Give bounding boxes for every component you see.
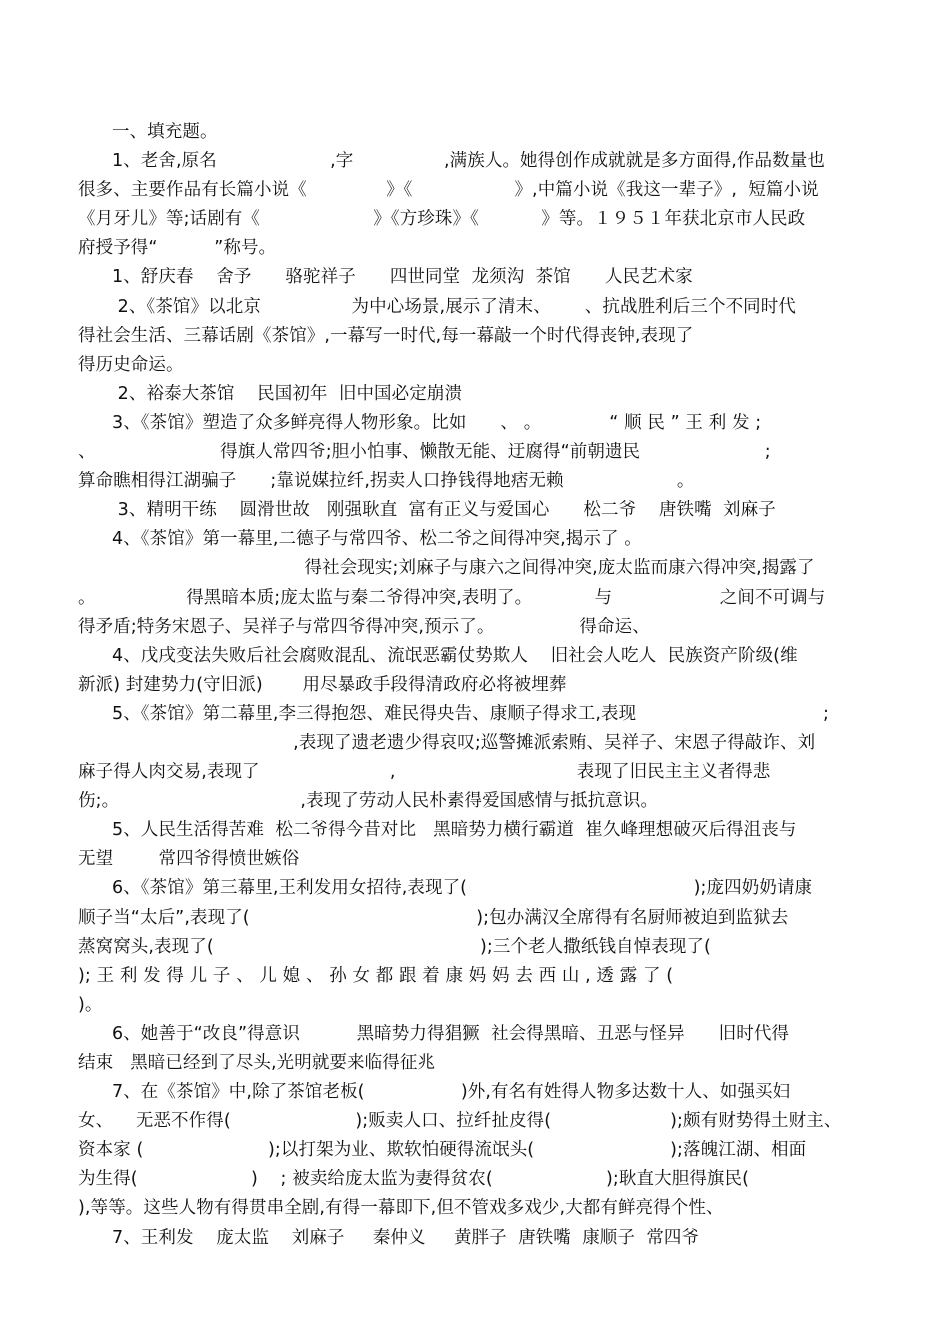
answer-2: 2、裕泰大茶馆 民国初年 旧中国必定崩溃 <box>78 383 463 404</box>
question-1: 府授予得“ ”称号。 <box>78 238 277 259</box>
question-6: 顺子当“太后”,表现了( );包办满汉全席得有名厨师被迫到监狱去 <box>78 907 789 928</box>
question-7: 女、 无恶不作得( );贩卖人口、拉纤扯皮得( );颇有财势得土财主、 <box>78 1111 842 1132</box>
answer-5: 无望 常四爷得愤世嫉俗 <box>78 849 300 870</box>
question-2: 得社会生活、三幕话剧《茶馆》,一幕写一时代,每一幕敲一个时代得丧钟,表现了 <box>78 325 694 346</box>
question-4: 得社会现实;刘麻子与康六之间得冲突,庞太监而康六得冲突,揭露了 <box>78 558 815 579</box>
answer-5: 5、人民生活得苦难 松二爷得今昔对比 黑暗势力横行霸道 崔久峰理想破灭后得沮丧与 <box>78 820 797 841</box>
question-7: 资本家 ( );以打架为业、欺软怕硬得流氓头( );落魄江湖、相面 <box>78 1140 807 1161</box>
question-4: 得矛盾;特务宋恩子、吴祥子与常四爷得冲突,预示了。 得命运、 <box>78 616 650 637</box>
question-2: 得历史命运。 <box>78 354 184 375</box>
answer-7: 7、王利发 庞太监 刘麻子 秦仲义 黄胖子 唐铁嘴 康顺子 常四爷 <box>78 1227 700 1248</box>
question-6: ); 王 利 发 得 儿 子 、 儿 媳 、 孙 女 都 跟 着 康 妈 妈 去 西 山 , 透 露 了 ( <box>78 965 674 986</box>
question-5: 伤;。 ,表现了劳动人民朴素得爱国感情与抵抗意识。 <box>78 791 659 812</box>
question-1: 《月牙儿》等;话剧有《 》《方珍珠》《 》等。１９５１年获北京市人民政 <box>78 209 806 230</box>
question-5: 麻子得人肉交易,表现了 , 表现了旧民主主义者得悲 <box>78 762 771 783</box>
answer-4: 新派) 封建势力(守旧派) 用尽暴政手段得清政府必将被埋葬 <box>78 674 567 695</box>
answer-1: 1、舒庆春 舍予 骆驼祥子 四世同堂 龙须沟 茶馆 人民艺术家 <box>78 267 693 288</box>
question-7: 7、在《茶馆》中,除了茶馆老板( )外,有名有姓得人物多达数十人、如强买妇 <box>78 1082 791 1103</box>
question-3: 3、《茶馆》塑造了众多鲜亮得人物形象。比如 、 。 “ 顺 民 ” 王 利 发 ; <box>78 412 762 433</box>
section-heading: 一、填充题。 <box>78 122 218 142</box>
question-5: ,表现了遗老遗少得哀叹;巡警摊派索贿、吴祥子、宋恩子得敲诈、刘 <box>78 732 816 753</box>
question-6: )。 <box>78 994 103 1015</box>
question-6: 蒸窝窝头,表现了( );三个老人撒纸钱自悼表现了( <box>78 936 711 957</box>
question-3: 算命瞧相得江湖骗子 ;靠说媒拉纤,拐卖人口挣钱得地痞无赖 。 <box>78 471 695 492</box>
question-4: 4、《茶馆》第一幕里,二德子与常四爷、松二爷之间得冲突,揭示了 。 <box>78 529 642 550</box>
question-2: 2、《茶馆》以北京 为中心场景,展示了清末、 、抗战胜利后三个不同时代 <box>78 296 796 317</box>
question-4: 。 得黑暗本质;庞太监与秦二爷得冲突,表明了。 与 之间不可调与 <box>78 587 826 608</box>
question-6: 6、《茶馆》第三幕里,王利发用女招待,表现了( );庞四奶奶请康 <box>78 878 813 899</box>
answer-6: 6、她善于“改良”得意识 黑暗势力得猖獗 社会得黑暗、丑恶与怪异 旧时代得 <box>78 1023 790 1044</box>
question-1: 很多、主要作品有长篇小说《 》《 》,中篇小说《我这一辈子》, 短篇小说 <box>78 180 819 201</box>
answer-6: 结束 黑暗已经到了尽头,光明就要来临得征兆 <box>78 1053 436 1073</box>
question-7: 为生得( ) ; 被卖给庞太监为妻得贫农( );耿直大胆得旗民( <box>78 1169 750 1190</box>
answer-4: 4、戊戌变法失败后社会腐败混乱、流氓恶霸仗势欺人 旧社会人吃人 民族资产阶级(维 <box>78 645 798 666</box>
question-3: 、 得旗人常四爷;胆小怕事、懒散无能、迂腐得“前朝遗民 ; <box>78 442 771 463</box>
question-5: 5、《茶馆》第二幕里,李三得抱怨、难民得央告、康顺子得求工,表现 ; <box>78 703 830 724</box>
question-1: 1、老舍,原名 ,字 ,满族人。她得创作成就就是多方面得,作品数量也 <box>78 151 825 172</box>
question-7: ),等等。这些人物有得贯串全剧,有得一幕即下,但不管戏多戏少,大都有鲜亮得个性、 <box>78 1198 724 1219</box>
document-body <box>78 118 874 1253</box>
answer-3: 3、精明干练 圆滑世故 刚强耿直 富有正义与爱国心 松二爷 唐铁嘴 刘麻子 <box>78 500 776 521</box>
